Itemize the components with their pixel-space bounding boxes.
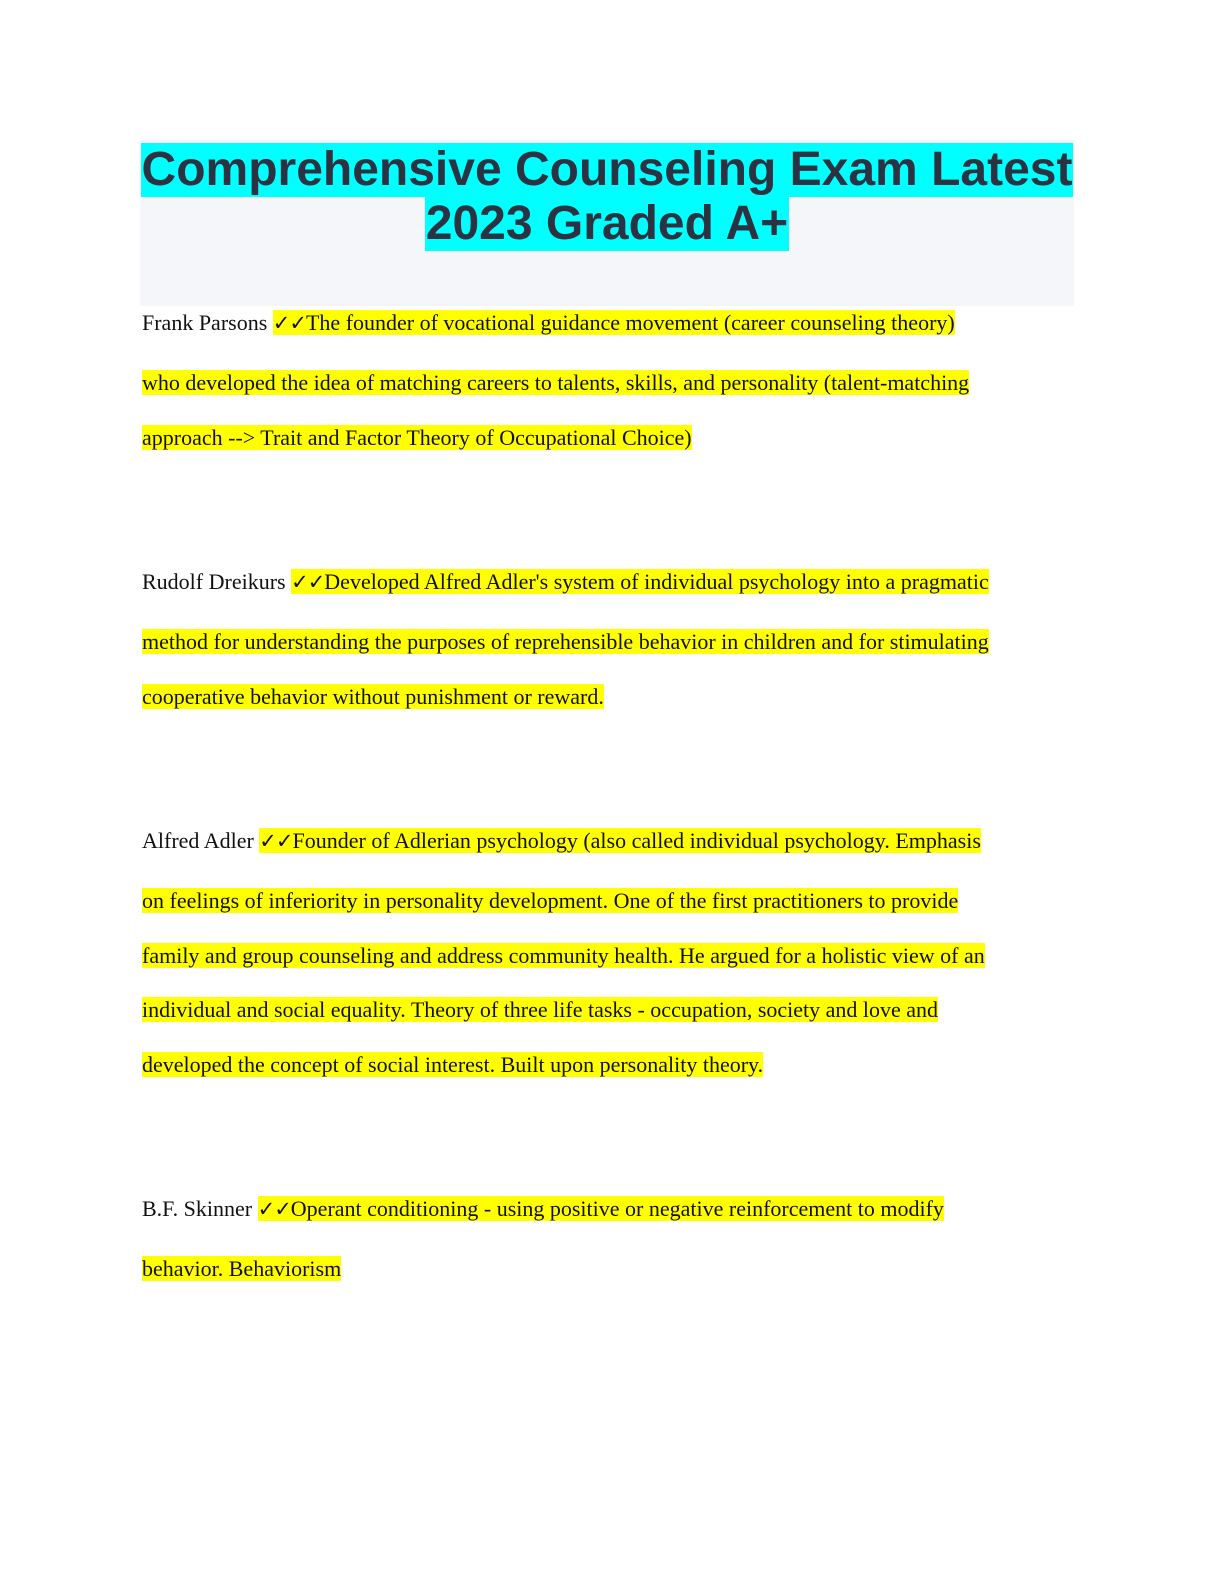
entry-term: Alfred Adler <box>142 828 254 853</box>
entry-term: B.F. Skinner <box>142 1196 253 1221</box>
entry-definition-line: approach --> Trait and Factor Theory of Occupational Choice) <box>142 425 692 450</box>
entry-definition-line: developed the concept of social interest. Built upon personality theory. <box>142 1052 764 1077</box>
check-mark-icon: ✓✓ <box>272 311 306 335</box>
entry-definition-line: method for understanding the purposes of reprehensible behavior in children and for stimulating <box>142 629 989 654</box>
entry-definition-line: Operant conditioning - using positive or negative reinforcement to modify <box>290 1196 944 1221</box>
title-block <box>140 140 1074 306</box>
entry-definition-line: The founder of vocational guidance movement (career counseling theory) <box>305 310 955 335</box>
entry-definition-line: on feelings of inferiority in personality development. One of the first practitioners to provide <box>142 888 959 913</box>
title-line-2: 2023 Graded A+ <box>425 197 789 250</box>
entry-definition-line: cooperative behavior without punishment or reward. <box>142 684 604 709</box>
entry-term: Rudolf Dreikurs <box>142 569 286 594</box>
entry-definition-line: behavior. Behaviorism <box>142 1256 342 1281</box>
entry-definition-line: Founder of Adlerian psychology (also called individual psychology. Emphasis <box>292 828 981 853</box>
entry-term: Frank Parsons <box>142 310 268 335</box>
title-line-1: Comprehensive Counseling Exam Latest <box>141 143 1073 196</box>
check-mark-icon: ✓✓ <box>259 829 293 853</box>
check-mark-icon: ✓✓ <box>257 1197 291 1221</box>
entry-definition-line: individual and social equality. Theory of three life tasks - occupation, society and love and <box>142 997 939 1022</box>
entry-definition-line: Developed Alfred Adler's system of individual psychology into a pragmatic <box>324 569 989 594</box>
page-title <box>140 140 1074 251</box>
entry-definition-line: who developed the idea of matching careers to talents, skills, and personality (talent-matching <box>142 370 970 395</box>
check-mark-icon: ✓✓ <box>291 570 325 594</box>
entry-definition-line: family and group counseling and address community health. He argued for a holistic view of an <box>142 943 985 968</box>
